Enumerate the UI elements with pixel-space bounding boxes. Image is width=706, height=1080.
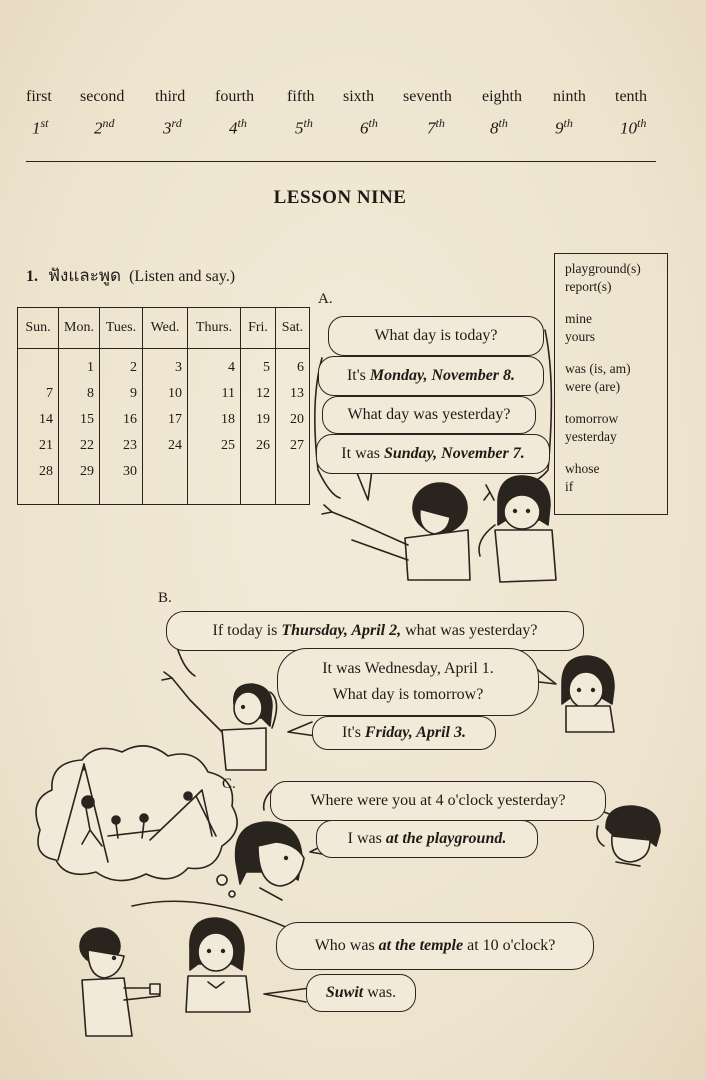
part-a-label: A. [318, 291, 333, 307]
calendar-day: 6 [276, 349, 310, 382]
ordinal-number: 4th [229, 116, 247, 138]
speech-bubble [276, 922, 594, 970]
ordinal-number: 6th [360, 116, 378, 138]
bubble-text: It was Wednesday, April 1. [322, 660, 494, 677]
vocab-item: report(s) [565, 279, 612, 294]
calendar-day: 7 [18, 381, 59, 407]
playground-thought-cloud [36, 746, 237, 897]
calendar-day: 5 [241, 349, 276, 382]
vocab-item: were (are) [565, 379, 621, 394]
speech-bubble [322, 396, 536, 434]
ordinal-word: first [26, 88, 52, 105]
boy-watch-illustration [80, 928, 160, 1036]
bubble-text: I was at the playground. [347, 830, 507, 847]
ordinal-word: tenth [615, 88, 647, 105]
bubble-text: What day was yesterday? [347, 406, 511, 423]
calendar-day: 27 [276, 433, 310, 459]
ordinal-number: 3rd [163, 116, 182, 138]
vocab-item: was (is, am) [565, 361, 631, 376]
ordinal-number: 5th [295, 116, 313, 138]
calendar-day: 14 [18, 407, 59, 433]
bubble-text: What day is today? [374, 327, 498, 344]
ordinal-number: 1st [32, 116, 49, 138]
bubble-text: What day is tomorrow? [332, 686, 484, 703]
calendar-day: 22 [59, 433, 100, 459]
calendar-day: 24 [143, 433, 188, 459]
ordinal-word: ninth [553, 88, 586, 105]
calendar-day: 19 [241, 407, 276, 433]
bubble-text: It was Sunday, November 7. [341, 445, 525, 462]
ordinal-word: fifth [287, 88, 315, 105]
girl-illustration [186, 918, 250, 1012]
calendar-day: 17 [143, 407, 188, 433]
calendar-header: Tues. [100, 308, 143, 349]
calendar-day: 30 [100, 459, 143, 505]
calendar-day: 20 [276, 407, 310, 433]
calendar-header: Wed. [143, 308, 188, 349]
vocab-item: if [565, 479, 574, 494]
part-c-label: C. [222, 776, 236, 792]
ordinal-word: fourth [215, 88, 255, 105]
vocab-item: playground(s) [565, 261, 641, 276]
speech-bubble [318, 356, 544, 396]
girl-illustration [562, 656, 614, 732]
ordinal-word: sixth [343, 88, 375, 105]
calendar-header: Fri. [241, 308, 276, 349]
girl-head-illustration [236, 822, 304, 900]
bubble-text: It's Friday, April 3. [342, 724, 466, 741]
calendar-day: 12 [241, 381, 276, 407]
calendar-day: 1 [59, 349, 100, 382]
calendar-day: 13 [276, 381, 310, 407]
bubble-text: Where were you at 4 o'clock yesterday? [310, 792, 566, 809]
ordinal-number: 2nd [94, 116, 115, 138]
girl-illustration [479, 476, 556, 582]
calendar-day: 8 [59, 381, 100, 407]
vocab-item: whose [565, 461, 600, 476]
bubble-text: It's Monday, November 8. [346, 367, 516, 384]
ordinal-number: 9th [555, 116, 573, 138]
calendar-day: 29 [59, 459, 100, 505]
calendar-day: 9 [100, 381, 143, 407]
ordinal-word: third [155, 88, 186, 105]
calendar-header: Sun. [18, 308, 59, 349]
speech-bubble [277, 648, 539, 716]
lesson-title: LESSON NINE [273, 187, 407, 208]
ordinal-word: eighth [482, 88, 522, 105]
vocab-item: mine [565, 311, 592, 326]
speech-bubble [312, 716, 496, 750]
bubble-text: If today is Thursday, April 2, what was yesterday? [212, 622, 538, 639]
bubble-text: Who was at the temple at 10 o'clock? [314, 937, 556, 954]
vocab-item: yours [565, 329, 595, 344]
calendar-day: 15 [59, 407, 100, 433]
speech-bubble [316, 434, 550, 474]
calendar-day: 18 [188, 407, 241, 433]
boy-pointing-illustration [322, 483, 470, 580]
calendar-day: 3 [143, 349, 188, 382]
part-b-label: B. [158, 590, 172, 606]
bubble-text: Suwit was. [325, 984, 397, 1001]
speech-bubble [166, 611, 584, 651]
vocab-item: tomorrow [565, 411, 619, 426]
speech-bubble [316, 820, 538, 858]
calendar-day: 10 [143, 381, 188, 407]
section-english: (Listen and say.) [129, 268, 236, 285]
ordinal-word: second [80, 88, 125, 105]
calendar-day: 25 [188, 433, 241, 459]
ordinal-number: 7th [427, 116, 445, 138]
boy-head-illustration [597, 806, 660, 866]
ordinal-word: seventh [403, 88, 452, 105]
calendar-header: Mon. [59, 308, 100, 349]
speech-bubble [270, 781, 606, 821]
section-thai: ฟังและพูด [48, 266, 122, 286]
calendar-day: 2 [100, 349, 143, 382]
calendar-day: 26 [241, 433, 276, 459]
ordinal-number: 8th [490, 116, 508, 138]
ordinal-number: 10th [620, 116, 647, 138]
calendar-day: 4 [188, 349, 241, 382]
calendar-header: Sat. [276, 308, 310, 349]
calendar-day: 16 [100, 407, 143, 433]
vocab-item: yesterday [565, 429, 617, 444]
speech-bubble [328, 316, 544, 356]
calendar-day: 23 [100, 433, 143, 459]
calendar-day: 21 [18, 433, 59, 459]
section-number: 1. [26, 268, 38, 285]
calendar-header: Thurs. [188, 308, 241, 349]
calendar-day: 11 [188, 381, 241, 407]
speech-bubble [306, 974, 416, 1012]
calendar-day: 28 [18, 459, 59, 505]
